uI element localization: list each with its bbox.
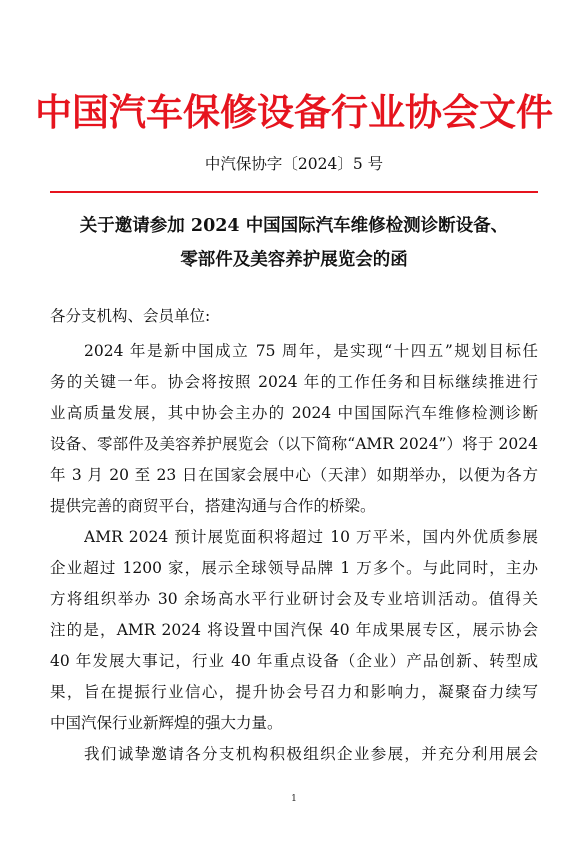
paragraph-1-line: 2024 年是新中国成立 75 周年，是实现“十四五”规划目标任	[84, 342, 538, 360]
paragraph-2-line: 注的是，AMR 2024 将设置中国汽保 40 年成果展专区，展示协会	[50, 621, 538, 639]
org-title: 中国汽车保修设备行业协会文件	[35, 91, 553, 134]
paragraph-1-line: 提供完善的商贸平台，搭建沟通与合作的桥梁。	[50, 497, 376, 515]
subject-line-2: 零部件及美容养护展览会的函	[180, 250, 408, 270]
page-number: 1	[291, 794, 297, 804]
paragraph-1-line: 业高质量发展，其中协会主办的 2024 中国国际汽车维修检测诊断	[50, 404, 538, 422]
paragraph-1-line: 设备、零部件及美容养护展览会（以下简称“AMR 2024”）将于 2024	[50, 435, 538, 453]
paragraph-1-line: 务的关键一年。协会将按照 2024 年的工作任务和目标继续推进行	[50, 373, 538, 391]
doc-number: 中汽保协字〔2024〕5 号	[204, 155, 384, 173]
paragraph-3-line: 我们诚挚邀请各分支机构积极组织企业参展，并充分利用展会	[84, 745, 538, 763]
paragraph-1-line: 年 3 月 20 至 23 日在国家会展中心（天津）如期举办，以便为各方	[50, 466, 538, 484]
salutation: 各分支机构、会员单位:	[50, 307, 211, 325]
paragraph-2-line: 果，旨在提振行业信心，提升协会号召力和影响力，凝聚奋力续写	[50, 683, 538, 701]
red-divider	[50, 191, 538, 193]
paragraph-2-line: 方将组织举办 30 余场高水平行业研讨会及专业培训活动。值得关	[50, 590, 538, 608]
subject-line-1: 关于邀请参加 2024 中国国际汽车维修检测诊断设备、	[79, 216, 509, 236]
paragraph-2-line: 中国汽保行业新辉煌的强大力量。	[50, 714, 283, 732]
paragraph-2-line: AMR 2024 预计展览面积将超过 10 万平米，国内外优质参展	[84, 528, 538, 546]
paragraph-2-line: 企业超过 1200 家，展示全球领导品牌 1 万多个。与此同时，主办	[50, 559, 538, 577]
paragraph-2-line: 40 年发展大事记，行业 40 年重点设备（企业）产品创新、转型成	[50, 652, 538, 670]
